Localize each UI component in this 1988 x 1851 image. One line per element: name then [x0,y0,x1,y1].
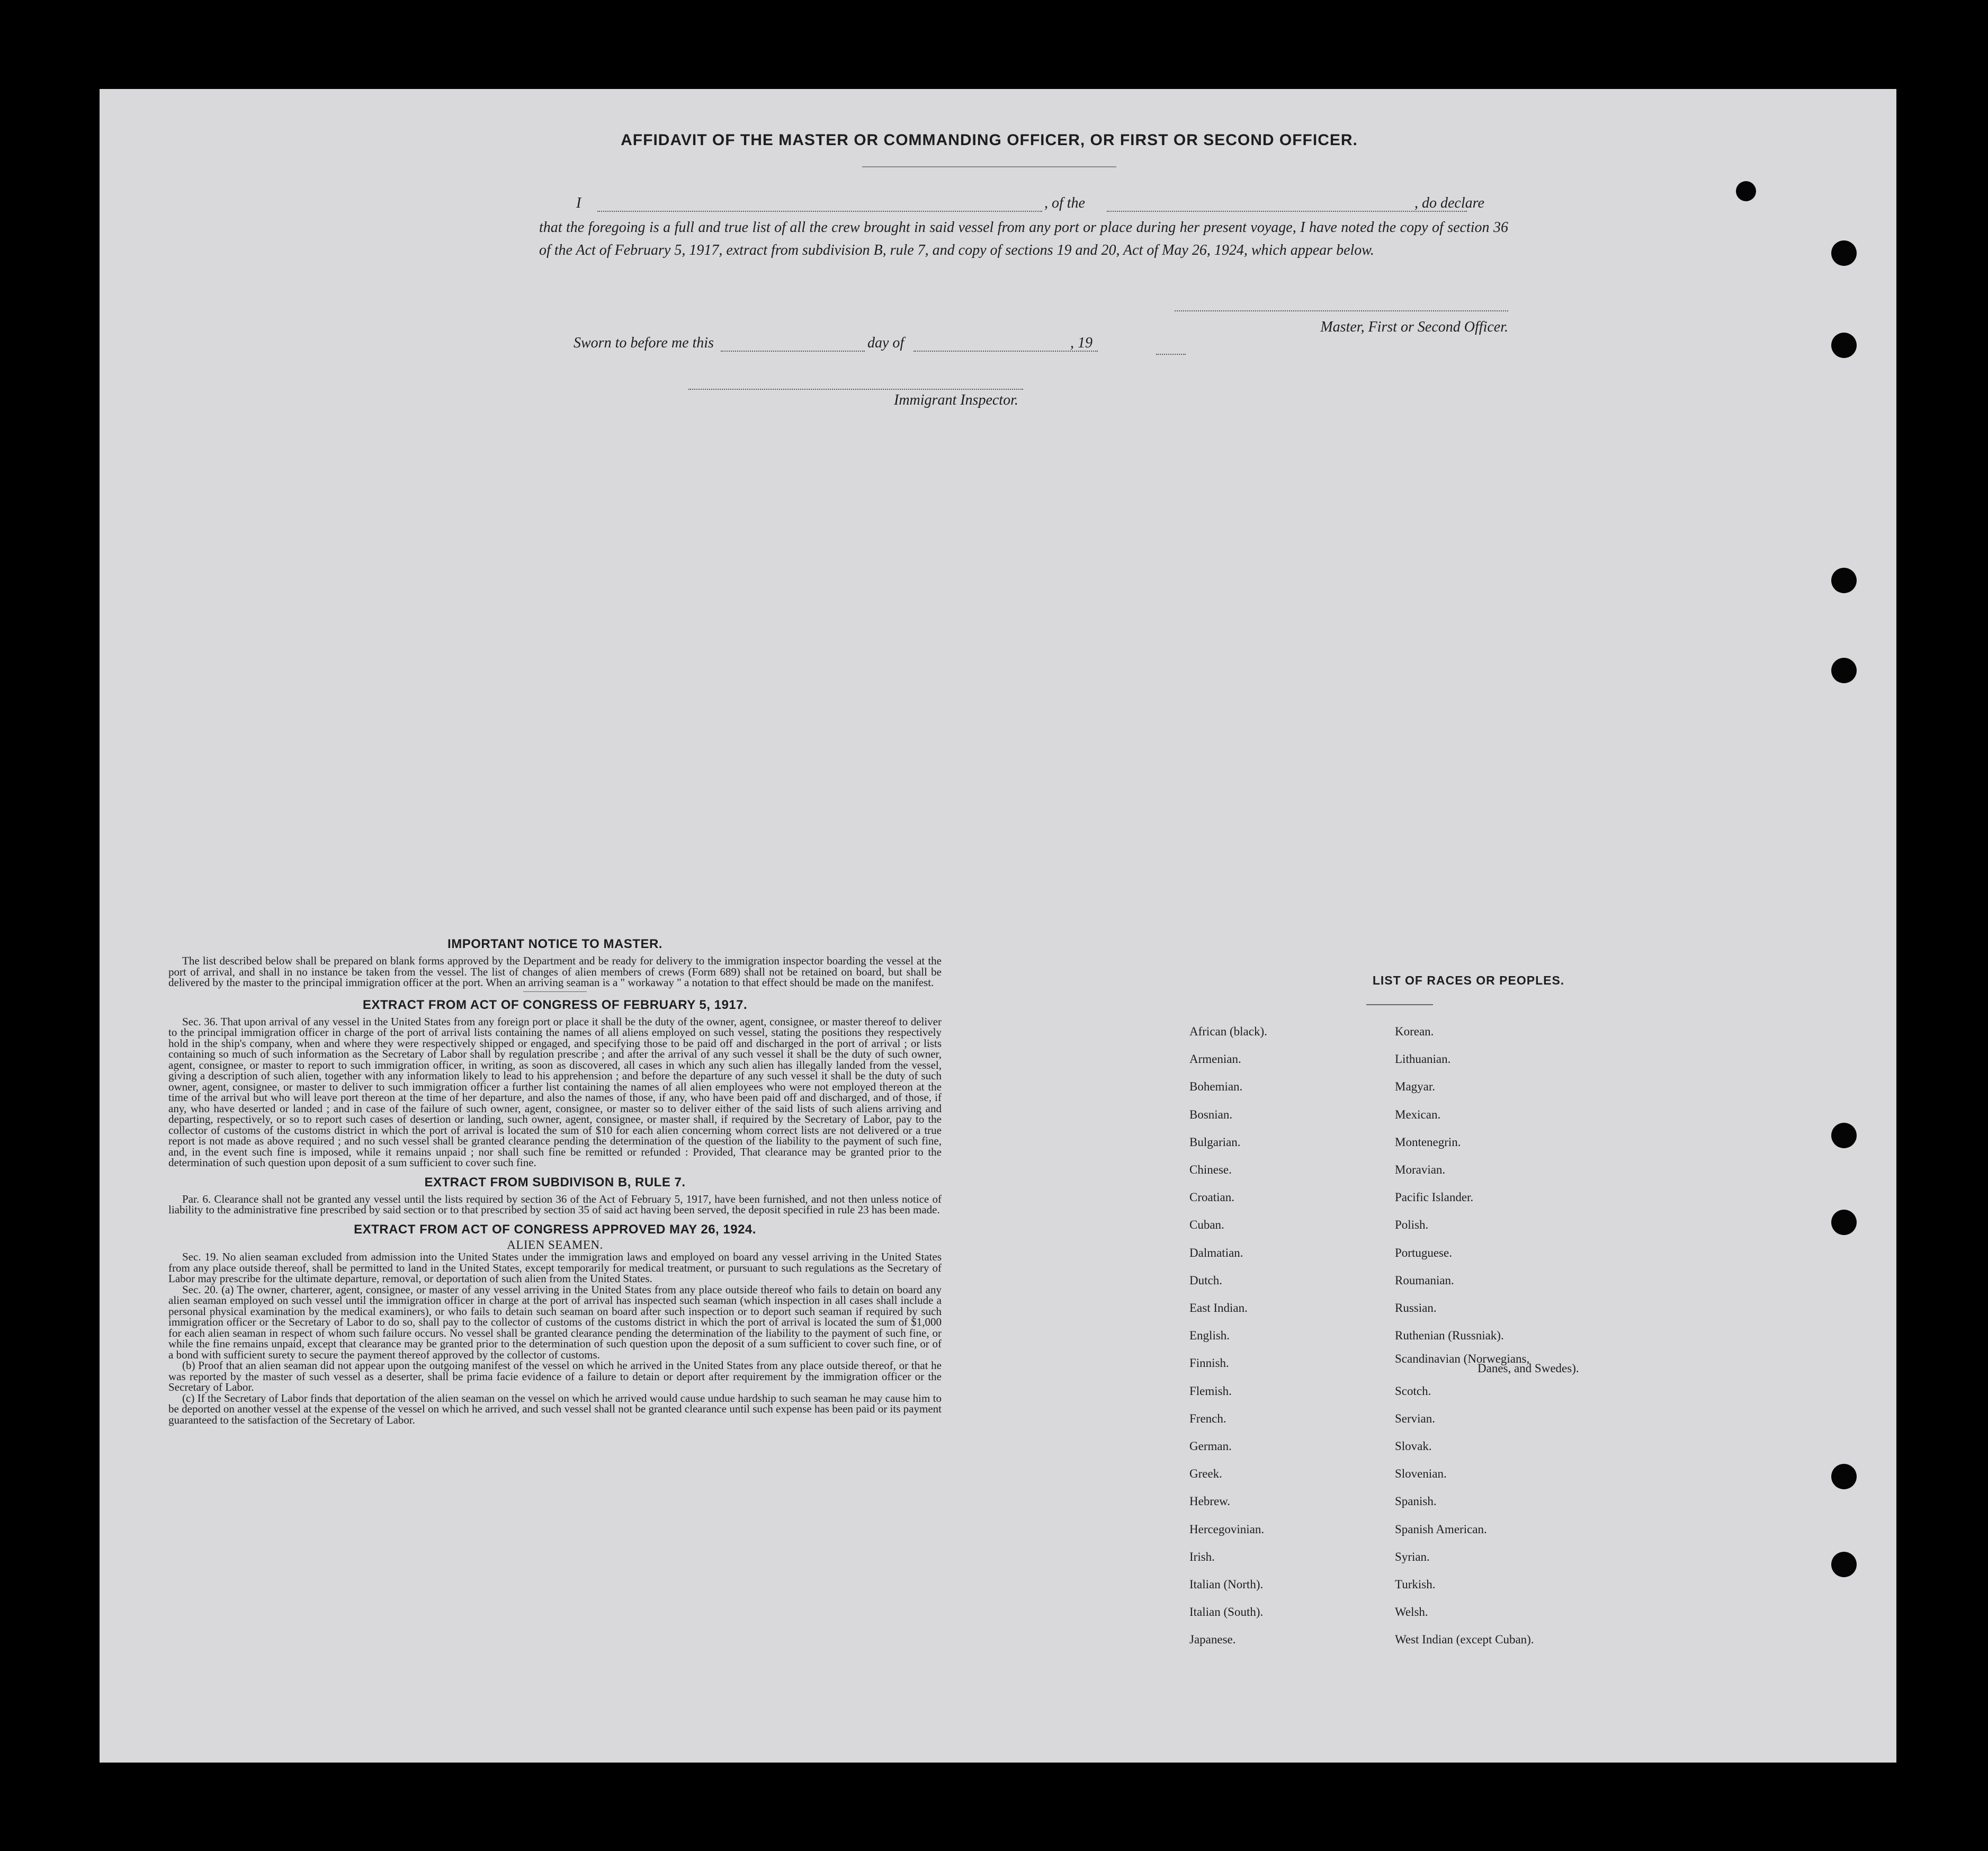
race-item: Spanish. [1395,1495,1437,1508]
race-item: Cuban. [1189,1218,1224,1232]
race-item: Polish. [1395,1218,1429,1232]
race-item: Montenegrin. [1395,1135,1461,1149]
race-item: Syrian. [1395,1550,1430,1563]
sworn-year-blank[interactable] [1156,339,1186,355]
of-the-label: , of the [1044,195,1085,211]
notice-text: The list described below shall be prepared on blank forms approved by the Department and be ready for delivery to the immigration inspector boarding the vessel at the port of arrival, and shall in no instance be taken from the vessel. The list of changes of alien members of crews (Form 689) shall not be retained on board, but shall be delivered by the master to the principal immigration officer at the port. When an arriving seaman is a " workaway " a notation to that effect should be made on the manifest. [168,954,942,989]
race-item: Portuguese. [1395,1246,1452,1259]
race-item: Bulgarian. [1189,1135,1241,1149]
race-item: Hebrew. [1189,1495,1231,1508]
race-item: French. [1189,1411,1226,1425]
binder-hole [1831,1123,1857,1148]
divider [523,991,587,992]
i-label: I [576,195,581,211]
year-label: , 19 [1070,335,1092,351]
sworn-line [574,335,1103,356]
race-item: Irish. [1189,1550,1215,1563]
extract3-title: EXTRACT FROM ACT OF CONGRESS APPROVED MAY 26, 1924. [354,1222,756,1237]
race-item: Armenian. [1189,1052,1241,1066]
extract1-text: Sec. 36. That upon arrival of any vessel in the United States from any foreign port or place it shall be the duty of the owner, agent, consignee, or master thereof to deliver to the principal immigration officer in charge of the port of arrival lists containing the names of all aliens employed on such vessel, stating the positions they respectively hold in the ship's company, when and where they were respectively shipped or engaged, and specifying those to be paid off and discharged in the port of arrival ; or lists containing so much of such information as the Secretary of Labor shall by regulation prescribe ; and after the arrival of any such vessel it shall be the duty of such owner, agent, consignee, or master to report to such immigration officer, in writing, as soon as discovered, all cases in which any such alien has illegally landed from the vessel, giving a description of such alien, together with any information likely to lead to his apprehension ; and before the departure of any such vessel it shall be the duty of such owner, agent, consignee, or master to deliver to such immigration officer a further list containing the names of all alien employees who were not employed thereon at the time of the arrival but who will leave port thereon at the time of her departure, and also the names of those, if any, who have been paid off and discharged, and of those, if any, who have deserted or landed ; and in case of the failure of such owner, agent, consignee, or master so to deliver either of the said lists of such aliens arriving and departing, respectively, or so to report such cases of desertion or landing, such owner, agent, consignee, or master shall, if required by the Secretary of Labor, pay to the collector of customs of the customs district in which the port of arrival is located the sum of $10 for each alien concerning whom correct lists are not delivered or a true report is not made as above required ; and no such vessel shall be granted clearance pending the determination of the question of the liability to the payment of such fine, and, in the event such fine is imposed, while it remains unpaid ; nor shall such fine be remitted or refunded : Provided, That clearance may be granted prior to the determination of such question upon deposit of a sum sufficient to cover such fine. [168,1015,942,1169]
binder-hole [1831,333,1857,358]
notice-title: IMPORTANT NOTICE TO MASTER. [447,937,662,951]
race-item: Flemish. [1189,1384,1232,1398]
race-item: Hercegovinian. [1189,1522,1265,1536]
name-field[interactable] [597,196,1042,212]
race-item: Greek. [1189,1467,1222,1481]
binder-hole [1831,1464,1857,1489]
race-item: Slovenian. [1395,1467,1447,1481]
race-item: Roumanian. [1395,1273,1454,1287]
extract2-title: EXTRACT FROM SUBDIVISON B, RULE 7. [424,1175,686,1190]
sec19-text: Sec. 19. No alien seaman excluded from admission into the United States under the immigration laws and employed on board any vessel arriving in the United States from any place outside thereof, shall be permitted to land in the United States, except temporarily for medical treatment, or pursuant to such regulations as the Secretary of Labor may prescribe for the ultimate departure, removal, or deportation of such alien from the United States. [168,1250,942,1285]
race-item: Bohemian. [1189,1080,1243,1094]
race-item: Lithuanian. [1395,1052,1451,1066]
binder-hole [1831,240,1857,266]
race-item: Russian. [1395,1301,1437,1315]
binder-hole [1831,1552,1857,1577]
race-item: Italian (South). [1189,1605,1264,1619]
race-item: Mexican. [1395,1107,1441,1121]
alien-seamen-subtitle: ALIEN SEAMEN. [507,1238,603,1251]
race-item: Korean. [1395,1025,1434,1038]
sworn-label: Sworn to before me this [574,335,714,351]
race-item: West Indian (except Cuban). [1395,1633,1534,1647]
signature-line[interactable] [1175,309,1508,311]
affidavit-statement: that the foregoing is a full and true list of all the crew brought in said vessel from any port or place during her present voyage, I have noted the copy of section 36 of the Act of February 5, 1917, extract from subdivision B, rule 7, and copy of sections 19 and 20, Act of May 26, 1924, which appear below. [539,219,1508,258]
race-item: African (black). [1189,1025,1267,1038]
race-item: Italian (North). [1189,1578,1264,1591]
race-item: Servian. [1395,1411,1436,1425]
sec20a-text: Sec. 20. (a) The owner, charterer, agent, consignee, or master of any vessel arriving in the United States from any place outside thereof who fails to detain on board any alien seaman employed on such vessel until the immigration officer in charge at the port of arrival has inspected such seaman (which inspection in all cases shall include a personal physical examination by the medical examiners), or who fails to detain such seaman on board after such inspection or to deport such seaman if required by such immigration officer or the Secretary of Labor to do so, shall pay to the collector of customs of the customs district in which the port of arrival is located the sum of $1,000 for each alien seaman in respect of whom such failure occurs. No vessel shall be granted clearance pending the determination of the liability to the payment of such fine, or while the fine remains unpaid, except that clearance may be granted prior to the determination of such question upon the deposit of a sum sufficient to cover such fine, or of a bond with sufficient surety to secure the payment thereof approved by the collector of customs. [168,1283,942,1361]
race-item: Moravian. [1395,1163,1446,1176]
extract2-text: Par. 6. Clearance shall not be granted any vessel until the lists required by section 36 of the Act of February 5, 1917, have been furnished, and not then unless notice of liability to the administrative fine prescribed by said section or to that prescribed by section 35 of said act having been served, the deposit specified in rule 23 has been made. [168,1192,942,1216]
race-item: Scotch. [1395,1384,1431,1398]
binder-hole [1831,1210,1857,1235]
inspector-signature-line[interactable] [688,388,1023,390]
race-item: Croatian. [1189,1191,1234,1204]
sec20b-text: (b) Proof that an alien seaman did not appear upon the outgoing manifest of the vessel on which he arrived in the United States from any place outside thereof, or that he was reported by the master of such vessel as a deserter, shall be prima facie evidence of a failure to detain or deport after requirement by the immigration officer or the Secretary of Labor. [168,1359,942,1393]
race-item: Slovak. [1395,1439,1432,1453]
race-item: Turkish. [1395,1578,1436,1591]
extract1-title: EXTRACT FROM ACT OF CONGRESS OF FEBRUARY 5, 1917. [362,997,748,1012]
affidavit-title: AFFIDAVIT OF THE MASTER OR COMMANDING OFFICER, OR FIRST OR SECOND OFFICER. [621,131,1358,149]
race-item: English. [1189,1329,1230,1343]
important-notice [168,936,942,1425]
binder-hole [1831,568,1857,593]
races-divider [1366,1004,1433,1005]
race-item: Scandinavian (Norwegians, [1395,1352,1530,1366]
binder-hole [1831,658,1857,683]
races-title: LIST OF RACES OR PEOPLES. [1372,973,1565,987]
sworn-day-field[interactable] [721,336,865,352]
sec20c-text: (c) If the Secretary of Labor finds that deportation of the alien seaman on the vessel on which he arrived would cause undue hardship to such seaman he may cause him to be deported on another vessel at the expense of the vessel on which he arrived, and such vessel shall not be granted clearance until such expense has been paid or its payment guaranteed to the satisfaction of the Secretary of Labor. [168,1391,942,1426]
race-item: Finnish. [1189,1356,1229,1370]
title-divider [862,166,1116,167]
inspector-label: Immigrant Inspector. [894,392,1018,408]
form-sheet [100,89,1896,1763]
race-item: Dalmatian. [1189,1246,1243,1259]
race-item: Ruthenian (Russniak). [1395,1329,1504,1343]
vessel-field[interactable] [1107,196,1467,212]
race-item: Pacific Islander. [1395,1191,1474,1204]
race-item: Welsh. [1395,1605,1428,1619]
race-item: Bosnian. [1189,1107,1233,1121]
signature-label: Master, First or Second Officer. [1320,319,1508,335]
affidavit-line-1 [576,195,1508,216]
race-item: East Indian. [1189,1301,1248,1315]
race-item: Chinese. [1189,1163,1232,1176]
race-item: Spanish American. [1395,1522,1487,1536]
race-item: Dutch. [1189,1273,1222,1287]
race-continuation: Danes, and Swedes). [1477,1362,1579,1375]
binder-hole [1736,181,1756,201]
day-of-label: day of [867,335,905,351]
race-item: Magyar. [1395,1080,1436,1094]
race-item: German. [1189,1439,1232,1453]
race-item: Japanese. [1189,1633,1236,1647]
declare-label: , do declare [1414,195,1484,211]
